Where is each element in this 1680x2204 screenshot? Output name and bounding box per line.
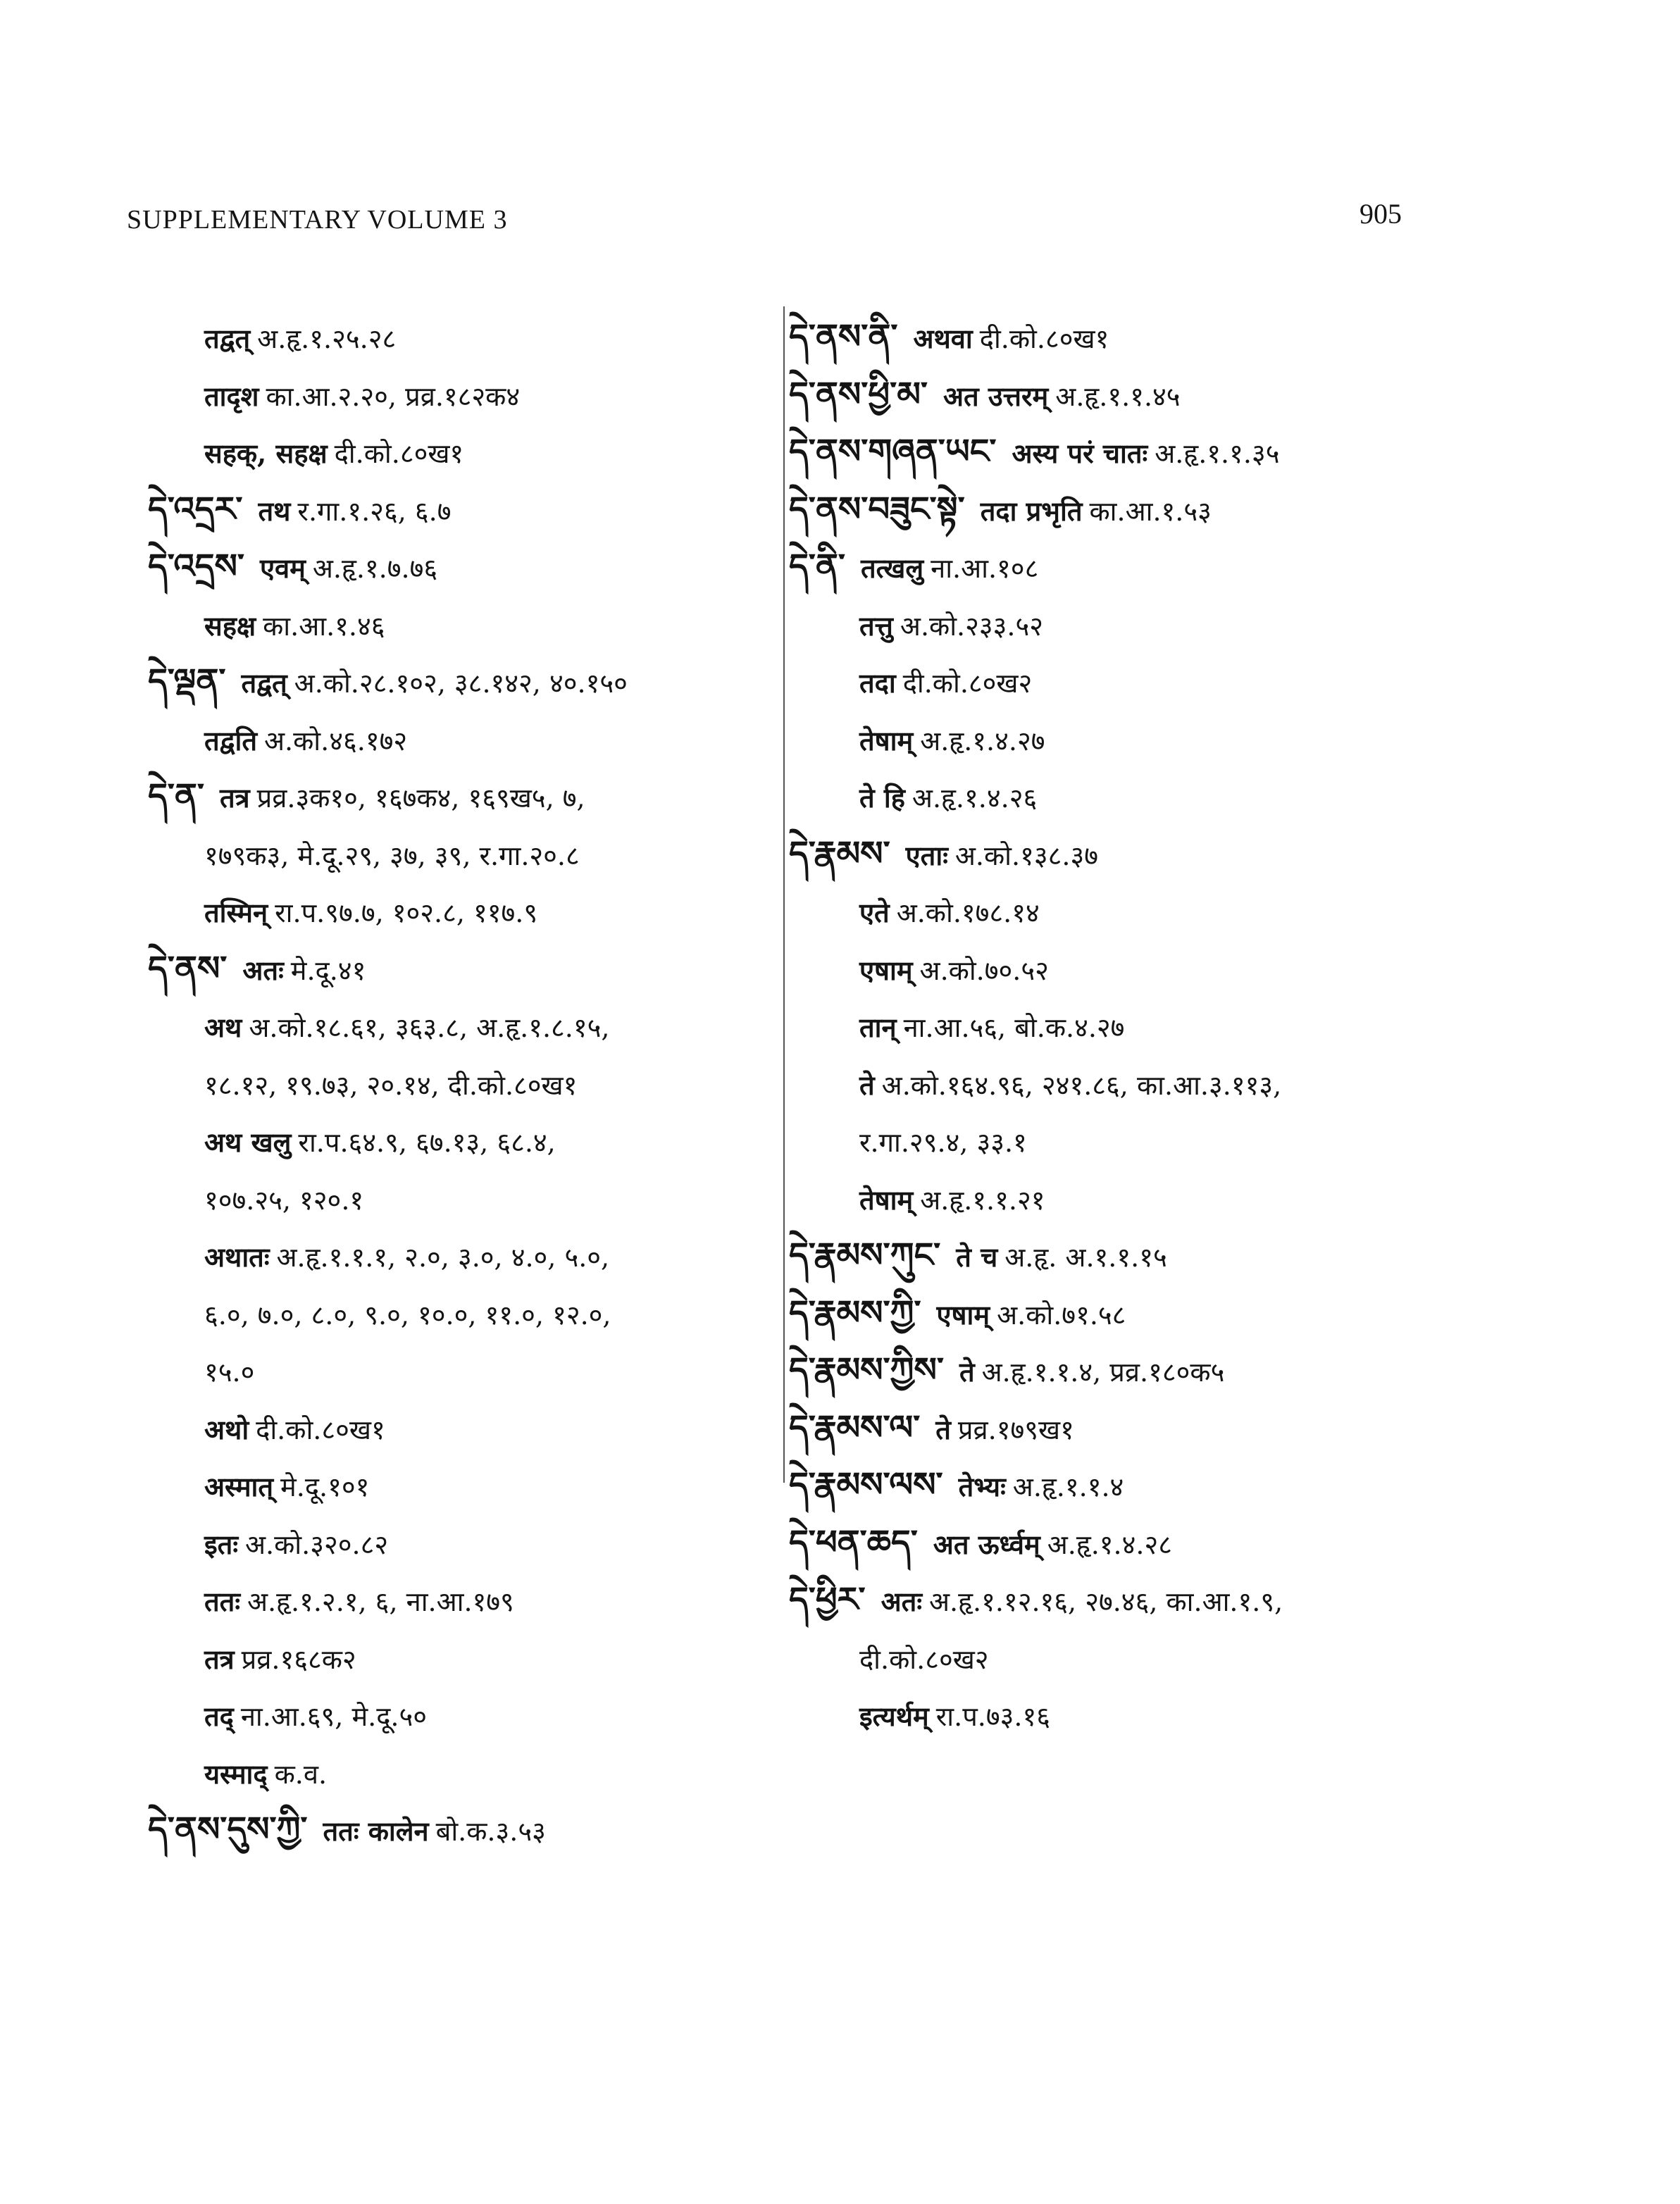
sub-entry xyxy=(789,1686,1493,1744)
running-header: SUPPLEMENTARY VOLUME 3 xyxy=(127,205,508,235)
sanskrit-equivalent: तद्वत् xyxy=(204,323,251,354)
sub-entry xyxy=(789,997,1493,1055)
sub-entry xyxy=(148,1514,782,1572)
sub-entry xyxy=(148,423,782,481)
source-reference: ना.आ.६९, मे.दू.५० xyxy=(240,1701,428,1732)
sanskrit-equivalent: एषाम् xyxy=(859,954,913,986)
source-reference: बो.क.३.५३ xyxy=(435,1816,546,1847)
sanskrit-equivalent: ते xyxy=(935,1413,951,1445)
sub-entry xyxy=(148,1400,782,1457)
source-reference: र.गा.१.२६, ६.७ xyxy=(297,495,452,527)
sanskrit-equivalent: ते xyxy=(959,1356,975,1388)
sub-entry xyxy=(789,596,1493,654)
sub-entry xyxy=(148,1571,782,1629)
source-reference: अ.हृ.१.१.२१ xyxy=(920,1184,1045,1216)
source-reference: प्रव्र.३क१०, १६७क४, १६९ख५, ७, xyxy=(256,783,585,814)
tibetan-headword: དེ་རྣམས་ལ་ xyxy=(789,1407,921,1447)
sub-entry xyxy=(148,883,782,940)
sub-entry xyxy=(148,366,782,424)
tibetan-headword: དེ་ཕྱིར་ xyxy=(789,1580,866,1619)
sanskrit-equivalent: अत उत्तरम् xyxy=(943,380,1049,412)
sanskrit-equivalent: तस्मिन् xyxy=(204,897,268,928)
sanskrit-equivalent: अथ xyxy=(204,1011,242,1043)
source-reference: का.आ.१.४६ xyxy=(263,610,385,642)
source-reference: अ.हृ.१.७.७६ xyxy=(312,553,438,584)
headword-entry xyxy=(148,940,782,998)
headword-entry xyxy=(148,538,782,596)
source-reference: अ.हृ.१.१.४, प्रव्र.१८०क५ xyxy=(981,1357,1225,1388)
tibetan-headword: དེ་ནི་ xyxy=(789,547,845,586)
sub-entry xyxy=(148,1457,782,1514)
tibetan-headword: དེ་ནས་གཞན་ཡང་ xyxy=(789,432,997,471)
sanskrit-equivalent: तत्र xyxy=(219,782,250,814)
sanskrit-equivalent: सहक्, सहक्ष xyxy=(204,437,328,469)
source-reference: प्रव्र.१७९ख१ xyxy=(957,1414,1074,1445)
sanskrit-equivalent: अथवा xyxy=(913,323,973,354)
source-reference: ६.०, ७.०, ८.०, ९.०, १०.०, ११.०, १२.०, xyxy=(204,1299,611,1331)
sanskrit-equivalent: अस्य परं चातः xyxy=(1012,437,1148,469)
sub-entry xyxy=(148,711,782,768)
sanskrit-equivalent: अत ऊर्ध्वम् xyxy=(933,1528,1040,1560)
tibetan-headword: དེ་ནས་བཟུང་སྟེ་ xyxy=(789,489,965,529)
tibetan-headword: དེ་འདྲས་ xyxy=(148,547,244,586)
source-reference: ना.आ.१०८ xyxy=(931,553,1039,584)
sanskrit-equivalent: ते च xyxy=(956,1241,998,1273)
source-reference: र.गा.२९.४, ३३.१ xyxy=(859,1127,1027,1158)
sub-entry xyxy=(148,596,782,654)
source-reference: अ.को.२३३.५२ xyxy=(900,610,1044,642)
sanskrit-equivalent: तद्वत् xyxy=(241,667,287,699)
source-reference: अ.को.२८.१०२, ३८.१४२, ४०.१५० xyxy=(294,668,628,699)
sub-entry xyxy=(789,883,1493,940)
source-reference: अ.हृ.१.४.२६ xyxy=(911,783,1038,814)
sanskrit-equivalent: तद्वति xyxy=(204,724,258,757)
tibetan-headword: དེ་ཕན་ཆད་ xyxy=(789,1522,918,1562)
sanskrit-equivalent: एते xyxy=(859,897,890,928)
sanskrit-equivalent: तत्खलु xyxy=(860,552,924,584)
sanskrit-equivalent: सहक्ष xyxy=(204,609,256,642)
sanskrit-equivalent: ततः कालेन xyxy=(323,1815,429,1847)
headword-entry xyxy=(789,1285,1493,1343)
source-reference: अ.हृ.१.४.२७ xyxy=(920,725,1045,757)
sanskrit-equivalent: ते हि xyxy=(859,782,905,814)
source-reference: अ.हृ.१.१.४५ xyxy=(1055,380,1181,412)
source-reference: अ.हृ.१.१२.१६, २७.४६, का.आ.१.९, xyxy=(929,1586,1283,1617)
sub-entry xyxy=(148,1055,782,1113)
tibetan-headword: དེ་རྣམས་ xyxy=(789,833,890,873)
sanskrit-equivalent: अस्मात् xyxy=(204,1471,274,1502)
source-reference: रा.प.७३.१६ xyxy=(935,1701,1050,1732)
sanskrit-equivalent: तेषाम् xyxy=(859,1183,914,1216)
tibetan-headword: དེ་ནས་ཕྱི་མ་ xyxy=(789,374,928,414)
sub-entry xyxy=(148,1629,782,1687)
sub-entry xyxy=(148,1112,782,1170)
headword-entry xyxy=(148,653,782,711)
source-reference: अ.को.१६४.९६, २४१.८६, का.आ.३.११३, xyxy=(881,1069,1282,1101)
source-reference: अ.हृ.१.४.२८ xyxy=(1047,1529,1172,1560)
source-reference: का.आ.२.२०, प्रव्र.१८२क४ xyxy=(266,380,521,412)
sanskrit-equivalent: तथ xyxy=(258,494,291,527)
source-reference: १७९क३, मे.दू.२९, ३७, ३९, र.गा.२०.८ xyxy=(204,840,580,871)
sanskrit-equivalent: यस्माद् xyxy=(204,1757,268,1790)
source-reference: मे.दू.४१ xyxy=(290,954,366,986)
tibetan-headword: དེ་འདྲར་ xyxy=(148,489,243,529)
source-reference: अ.को.४६.१७२ xyxy=(264,725,408,757)
sub-entry xyxy=(148,1285,782,1343)
sub-entry xyxy=(148,1686,782,1744)
sanskrit-equivalent: अतः xyxy=(881,1586,922,1617)
sub-entry xyxy=(148,309,782,366)
headword-entry xyxy=(148,1801,782,1859)
source-reference: दी.को.८०ख१ xyxy=(334,438,464,469)
headword-entry xyxy=(789,1342,1493,1400)
tibetan-headword: དེ་ནས་ xyxy=(148,948,228,988)
headword-entry xyxy=(148,481,782,539)
headword-entry xyxy=(148,768,782,826)
tibetan-headword: དེ་རྣམས་ལས་ xyxy=(789,1465,943,1505)
source-reference: १०७.२५, १२०.१ xyxy=(204,1184,364,1216)
tibetan-headword: དེ་རྣམས་ཀྱིས་ xyxy=(789,1350,944,1390)
column-divider xyxy=(783,306,785,1483)
sub-entry xyxy=(789,1170,1493,1228)
page-number: 905 xyxy=(1359,198,1402,230)
headword-entry xyxy=(789,1400,1493,1457)
sanskrit-equivalent: तत्तु xyxy=(859,609,893,642)
tibetan-headword: དེ་རྣམས་ཀུང་ xyxy=(789,1235,941,1275)
sub-entry xyxy=(789,1629,1493,1687)
sanskrit-equivalent: अथ खलु xyxy=(204,1126,292,1158)
headword-entry xyxy=(789,1457,1493,1514)
headword-entry xyxy=(789,538,1493,596)
headword-entry xyxy=(789,423,1493,481)
source-reference: रा.प.९७.७, १०२.८, ११७.९ xyxy=(275,897,538,928)
tibetan-headword: དེ་ནས་ནི་ xyxy=(789,317,898,356)
sanskrit-equivalent: तत्र xyxy=(204,1643,235,1675)
sub-entry xyxy=(789,940,1493,998)
source-reference: अ.को.७०.५२ xyxy=(919,954,1049,986)
sub-entry xyxy=(148,997,782,1055)
sanskrit-equivalent: इतः xyxy=(204,1528,238,1560)
tibetan-headword: དེ་ནས་དུས་ཀྱི་ xyxy=(148,1810,308,1849)
source-reference: अ.हृ.१.१.३५ xyxy=(1155,438,1280,469)
source-reference: क.व. xyxy=(274,1758,328,1790)
sanskrit-equivalent: तद् xyxy=(204,1700,234,1732)
sanskrit-equivalent: तादृश xyxy=(204,380,259,412)
source-reference: रा.प.६४.९, ६७.१३, ६८.४, xyxy=(298,1127,556,1158)
sub-entry xyxy=(789,768,1493,826)
sanskrit-equivalent: तान् xyxy=(859,1011,897,1043)
sub-entry xyxy=(789,1112,1493,1170)
left-column xyxy=(148,309,782,1859)
sanskrit-equivalent: तेषाम् xyxy=(859,724,914,757)
sub-entry xyxy=(148,1744,782,1802)
source-reference: दी.को.८०ख१ xyxy=(979,323,1109,354)
source-reference: मे.दू.१०१ xyxy=(280,1471,370,1502)
source-reference: प्रव्र.१६८क२ xyxy=(241,1643,356,1675)
source-reference: दी.को.८०ख२ xyxy=(859,1643,989,1675)
sanskrit-equivalent: तेभ्यः xyxy=(958,1471,1006,1502)
sanskrit-equivalent: एवम् xyxy=(259,552,306,584)
headword-entry xyxy=(789,1227,1493,1285)
source-reference: दी.को.८०ख१ xyxy=(256,1414,385,1445)
source-reference: अ.हृ.१.२५.२८ xyxy=(257,323,397,354)
source-reference: ना.आ.५६, बो.क.४.२७ xyxy=(903,1012,1125,1043)
sanskrit-equivalent: तदा xyxy=(859,667,896,699)
tibetan-headword: དེ་རྣམས་ཀྱི་ xyxy=(789,1293,921,1333)
sanskrit-equivalent: तदा प्रभृति xyxy=(980,494,1083,527)
source-reference: अ.को.१७८.१४ xyxy=(896,897,1040,928)
source-reference: दी.को.८०ख२ xyxy=(902,668,1033,699)
sanskrit-equivalent: एताः xyxy=(905,839,948,871)
sub-entry xyxy=(789,1055,1493,1113)
sanskrit-equivalent: ततः xyxy=(204,1586,240,1617)
headword-entry xyxy=(789,826,1493,883)
sanskrit-equivalent: इत्यर्थम् xyxy=(859,1700,929,1732)
headword-entry xyxy=(789,1514,1493,1572)
source-reference: अ.हृ. अ.१.१.१५ xyxy=(1004,1242,1167,1273)
sanskrit-equivalent: ते xyxy=(859,1069,875,1101)
tibetan-headword: དེ་ན་ xyxy=(148,776,204,816)
headword-entry xyxy=(789,366,1493,424)
sub-entry xyxy=(789,653,1493,711)
sub-entry xyxy=(148,1170,782,1228)
source-reference: अ.को.७१.५८ xyxy=(997,1299,1126,1331)
source-reference: १८.१२, १९.७३, २०.१४, दी.को.८०ख१ xyxy=(204,1069,578,1101)
source-reference: अ.हृ.१.१.१, २.०, ३.०, ४.०, ५.०, xyxy=(276,1242,610,1273)
source-reference: अ.को.१८.६१, ३६३.८, अ.हृ.१.८.१५, xyxy=(249,1012,610,1043)
headword-entry xyxy=(789,309,1493,366)
tibetan-headword: དེ་ལྡན་ xyxy=(148,661,226,701)
sanskrit-equivalent: अथो xyxy=(204,1413,249,1445)
sanskrit-equivalent: एषाम् xyxy=(936,1298,990,1331)
source-reference: अ.हृ.१.१.४ xyxy=(1012,1471,1124,1502)
source-reference: अ.को.१३८.३७ xyxy=(954,840,1098,871)
headword-entry xyxy=(789,481,1493,539)
sanskrit-equivalent: अतः xyxy=(242,954,284,986)
sanskrit-equivalent: अथातः xyxy=(204,1241,270,1273)
sub-entry xyxy=(148,1227,782,1285)
source-reference: का.आ.१.५३ xyxy=(1089,495,1212,527)
sub-entry xyxy=(148,826,782,883)
source-reference: १५.० xyxy=(204,1357,255,1388)
headword-entry xyxy=(789,1571,1493,1629)
sub-entry xyxy=(148,1342,782,1400)
source-reference: अ.को.३२०.८२ xyxy=(245,1529,389,1560)
source-reference: अ.हृ.१.२.१, ६, ना.आ.१७९ xyxy=(247,1586,514,1617)
right-column xyxy=(789,309,1493,1744)
sub-entry xyxy=(789,711,1493,768)
